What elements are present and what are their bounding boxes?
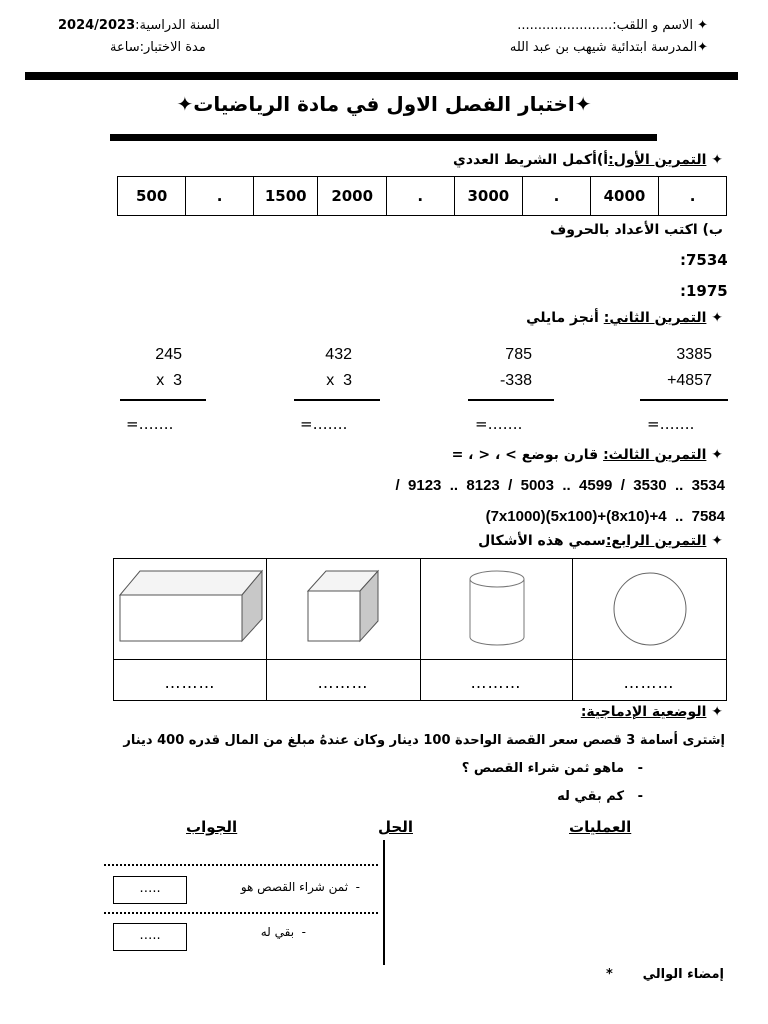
answer-dotted-line: [104, 912, 378, 914]
operation4-line: [640, 399, 728, 401]
exercise4-label: التمرين الرابع:: [605, 533, 707, 549]
shapes-table: [113, 558, 727, 701]
bullet-icon: ✦: [706, 704, 723, 720]
shape-answer-2[interactable]: ………: [317, 673, 369, 692]
shape-answer-1[interactable]: ………: [164, 673, 216, 692]
cube-shape: [306, 569, 380, 643]
operation3-result[interactable]: =…….: [475, 415, 523, 433]
title-underline: [110, 134, 657, 141]
rectangular-prism-shape: [118, 569, 264, 643]
header-divider: [25, 72, 738, 80]
student-name-line: ✦ الاسم و اللقب:.......................: [517, 18, 708, 33]
number-line-cell[interactable]: 3000: [454, 177, 522, 216]
operation1-bottom: x 3: [156, 372, 182, 389]
integration-heading: [581, 704, 723, 720]
operation3-line: [468, 399, 554, 401]
bullet-icon: ✦: [706, 152, 723, 168]
operation1-line: [120, 399, 206, 401]
cylinder-shape: [466, 569, 528, 649]
operation1-top: 245: [155, 346, 182, 363]
exam-duration: مدة الاختبار:ساعة: [110, 40, 206, 55]
operation2-bottom: x 3: [326, 372, 352, 389]
number-line-cell[interactable]: .: [386, 177, 454, 216]
exercise1-label: التمرين الأول:: [608, 152, 707, 168]
table-divider: [114, 659, 726, 660]
operation3-top: 785: [505, 346, 532, 363]
bullet-icon: ✦: [706, 310, 723, 326]
number-line-cell[interactable]: .: [523, 177, 591, 216]
integration-question-1: - ماهو ثمن شراء القصص ؟: [461, 761, 643, 776]
comparison-row-1: 3534 .. 3530 / 4599 .. 5003 / 8123 .. 9123 /: [395, 477, 725, 494]
operation1-result[interactable]: =…….: [126, 415, 174, 433]
column-answer: الجواب: [186, 818, 238, 836]
school-year-label: السنة الدراسية:: [135, 18, 220, 33]
exercise1-heading: [453, 152, 723, 168]
exercise4-heading: [478, 533, 723, 549]
parent-signature: إمضاء الوالي: [642, 967, 724, 982]
operation4-top: 3385: [676, 346, 712, 363]
operation4-result[interactable]: =…….: [647, 415, 695, 433]
number-to-words-1: :7534: [680, 251, 728, 269]
answer-dotted-line: [104, 864, 378, 866]
shape-answer-4[interactable]: ………: [623, 673, 675, 692]
operation3-bottom: -338: [499, 372, 532, 389]
school-year-value: 2024/2023: [58, 18, 136, 33]
exercise1-instruction: أ)أكمل الشريط العددي: [453, 152, 609, 168]
exercise1-part-b: ب) اكتب الأعداد بالحروف: [550, 222, 723, 238]
bullet-icon: ✦: [706, 533, 723, 549]
exercise3-label: التمرين الثالث:: [603, 447, 707, 463]
answer-text-2: - بقي له: [260, 925, 306, 939]
exercise4-instruction: سمي هذه الأشكال: [478, 533, 606, 549]
exercise2-heading: [526, 310, 723, 326]
operation2-result[interactable]: =…….: [300, 415, 348, 433]
operation4-bottom: +4857: [667, 372, 712, 389]
school-year: [58, 18, 220, 33]
exercise3-instruction: قارن بوضع > ، < ، =: [451, 447, 604, 463]
number-line-cell[interactable]: .: [186, 177, 254, 216]
number-to-words-2: :1975: [680, 282, 728, 300]
comparison-row-2: 7584 .. 4+(8x10)+(5x100)(7x1000): [485, 508, 725, 525]
integration-problem: إشترى أسامة 3 قصص سعر القصة الواحدة 100 دينار وكان عندهُ مبلغ من المال قدره 400 دينار: [123, 733, 725, 748]
number-line-cell[interactable]: 4000: [590, 177, 658, 216]
number-line: [117, 176, 727, 216]
solution-divider: [383, 840, 385, 965]
operation2-top: 432: [325, 346, 352, 363]
number-line-cell[interactable]: .: [659, 177, 727, 216]
circle-shape: [610, 569, 690, 649]
exercise2-instruction: أنجز مايلي: [526, 310, 604, 326]
school-name: ✦المدرسة ابتدائية شيهب بن عبد الله: [509, 40, 708, 55]
page-title: ✦اختبار الفصل الاول في مادة الرياضيات✦: [176, 92, 592, 116]
integration-question-2: - كم بقي له: [557, 789, 643, 804]
signature-star: *: [606, 967, 613, 982]
bullet-icon: ✦: [706, 447, 723, 463]
integration-label: الوضعية الإدماجية:: [580, 704, 707, 720]
answer-box-1[interactable]: …..: [113, 876, 187, 904]
exercise2-label: التمرين الثاني:: [603, 310, 707, 326]
number-line-cell[interactable]: 2000: [318, 177, 386, 216]
number-line-cell[interactable]: 500: [118, 177, 186, 216]
number-line-cell[interactable]: 1500: [253, 177, 318, 216]
answer-box-2[interactable]: …..: [113, 923, 187, 951]
column-solution: الحل: [378, 818, 413, 836]
column-operations: العمليات: [569, 818, 632, 836]
exercise3-heading: [452, 447, 723, 463]
answer-text-1: - ثمن شراء القصص هو: [240, 880, 360, 894]
shape-answer-3[interactable]: ………: [470, 673, 522, 692]
operation2-line: [294, 399, 380, 401]
